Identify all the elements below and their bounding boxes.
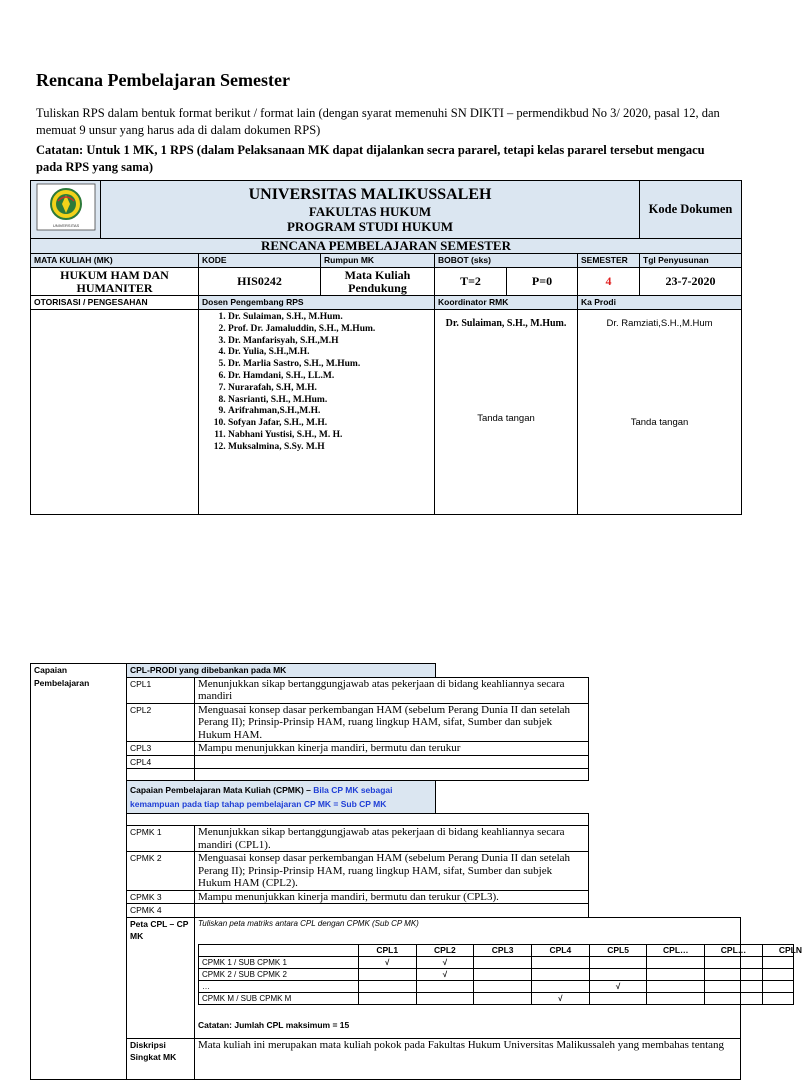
matrix-mark <box>416 993 474 1005</box>
matrix-col-header: CPL4 <box>532 945 590 957</box>
matrix-mark <box>474 993 532 1005</box>
matrix-mark <box>589 993 647 1005</box>
cpmk-text: Menunjukkan sikap bertanggungjawab atas pekerjaan di bidang keahliannya secara mandiri (CPL1). <box>195 826 589 852</box>
matrix-mark <box>358 969 416 981</box>
matrix-col-header: CPL1 <box>358 945 416 957</box>
matrix-col-header: CPLN <box>762 945 793 957</box>
matrix-mark <box>358 981 416 993</box>
cpmk-code: CPMK 4 <box>127 904 195 918</box>
matrix-mark <box>705 993 763 1005</box>
matrix-mark: √ <box>358 957 416 969</box>
peta-note: Catatan: Jumlah CPL maksimum = 15 <box>198 1020 350 1030</box>
course-name: HUKUM HAM DAN HUMANITER <box>31 268 199 296</box>
university-name: UNIVERSITAS MALIKUSSALEH <box>248 185 492 203</box>
lecturer-item: 12. Muksalmina, S.Sy. M.H <box>228 442 431 454</box>
matrix-col-header: CPL2 <box>416 945 474 957</box>
matrix-mark <box>647 969 705 981</box>
bobot-p: P=0 <box>507 268 578 296</box>
lecturer-item: 4. Dr. Yulia, S.H.,M.H. <box>228 347 431 359</box>
label-kode: KODE <box>199 254 321 268</box>
matrix-mark: √ <box>416 969 474 981</box>
lecturer-item: 6. Dr. Hamdani, S.H., LL.M. <box>228 371 431 383</box>
matrix-mark <box>358 993 416 1005</box>
cpmk-code: CPMK 2 <box>127 852 195 891</box>
label-mata-kuliah: MATA KULIAH (MK) <box>31 254 199 268</box>
spacer-cell <box>127 769 195 781</box>
bobot-t: T=2 <box>435 268 507 296</box>
cpl-text: Menguasai konsep dasar perkembangan HAM (sebelum Perang Dunia II dan setelah Perang II); Prinsip-Prinsip HAM, ruang lingkup HAM, sifat, Sumber dan subjek Hukum HAM. <box>195 703 589 742</box>
cpmk-code: CPMK 1 <box>127 826 195 852</box>
spacer-cell <box>127 814 589 826</box>
blank-cell <box>436 781 588 814</box>
lecturer-item: 3. Dr. Manfarisyah, S.H.,M.H <box>228 336 431 348</box>
cpmk-header <box>127 781 436 814</box>
matrix-row-label: CPMK 2 / SUB CPMK 2 <box>199 969 359 981</box>
matrix-mark <box>416 981 474 993</box>
lecturer-item: 7. Nurarafah, S.H, M.H. <box>228 383 431 395</box>
cpl-text: Mampu menunjukkan kinerja mandiri, bermutu dan terukur <box>195 742 589 756</box>
label-rumpun: Rumpun MK <box>321 254 435 268</box>
label-capaian: Capaian Pembelajaran <box>31 664 127 1080</box>
matrix-mark <box>647 957 705 969</box>
svg-text:UNIVERSITAS: UNIVERSITAS <box>52 223 79 228</box>
matrix-mark: √ <box>532 993 590 1005</box>
note-paragraph: Catatan: Untuk 1 MK, 1 RPS (dalam Pelaksanaan MK dapat dijalankan secra pararel, tetapi kelas pararel tersebut mengacu pada RPS yang sama) <box>36 143 705 174</box>
lecturer-item: 11. Nabhani Yustisi, S.H., M. H. <box>228 430 431 442</box>
matrix-mark <box>532 969 590 981</box>
matrix-corner <box>199 945 359 957</box>
cpmk-text <box>195 904 589 918</box>
matrix-row-label: CPMK 1 / SUB CPMK 1 <box>199 957 359 969</box>
koordinator-signature: Tanda tangan <box>477 413 535 424</box>
learning-outcomes-table <box>30 663 802 1080</box>
matrix-mark <box>532 981 590 993</box>
matrix-mark <box>705 957 763 969</box>
kaprodi-cell <box>578 310 742 515</box>
matrix-mark <box>647 981 705 993</box>
koordinator-cell <box>435 310 578 515</box>
matrix-col-header: CPL… <box>705 945 763 957</box>
matrix-mark: √ <box>589 981 647 993</box>
matrix-mark <box>762 993 793 1005</box>
lecturer-item: 1. Dr. Sulaiman, S.H., M.Hum. <box>228 312 431 324</box>
cpl-code: CPL2 <box>127 703 195 742</box>
label-semester: SEMESTER <box>578 254 640 268</box>
rps-header-table <box>30 180 742 515</box>
matrix-mark <box>647 993 705 1005</box>
dosen-cell <box>199 310 435 515</box>
intro-paragraph: Tuliskan RPS dalam bentuk format berikut / format lain (dengan syarat memenuhi SN DIKTI – permendikbud No 3/ 2020, pasal 12, dan memuat 9 unsur yang harus ada di dalam dokumen RPS) <box>36 106 720 137</box>
cpl-code: CPL3 <box>127 742 195 756</box>
otorisasi-empty-cell <box>31 310 199 515</box>
peta-instruction: Tuliskan peta matriks antara CPL dengan CPMK (Sub CP MK) <box>198 918 419 928</box>
cpmk-header-note: Bila CP MK sebagai kemampuan pada tiap tahap pembelajaran CP MK = Sub CP MK <box>130 785 393 809</box>
matrix-mark: √ <box>416 957 474 969</box>
lecturer-item: 2. Prof. Dr. Jamaluddin, S.H., M.Hum. <box>228 324 431 336</box>
cpmk-text: Mampu menunjukkan kinerja mandiri, bermutu dan terukur (CPL3). <box>195 890 589 904</box>
cpl-prodi-header: CPL-PRODI yang dibebankan pada MK <box>127 664 436 678</box>
deskripsi-text: Mata kuliah ini merupakan mata kuliah pokok pada Fakultas Hukum Universitas Malikussaleh yang membahas tentang <box>195 1038 741 1079</box>
lecturer-item: 5. Dr. Marlia Sastro, S.H., M.Hum. <box>228 359 431 371</box>
label-dosen: Dosen Pengembang RPS <box>199 296 435 310</box>
label-kaprodi: Ka Prodi <box>578 296 742 310</box>
course-rumpun: Mata Kuliah Pendukung <box>321 268 435 296</box>
peta-cell <box>195 917 802 1038</box>
matrix-mark <box>705 981 763 993</box>
blank-cell <box>436 664 588 678</box>
logo-cell <box>31 181 101 239</box>
matrix-mark <box>589 969 647 981</box>
matrix-mark <box>705 969 763 981</box>
koordinator-name: Dr. Sulaiman, S.H., M.Hum. <box>445 318 567 329</box>
label-deskripsi: Diskripsi Singkat MK <box>127 1038 195 1079</box>
page-title: Rencana Pembelajaran Semester <box>36 70 290 90</box>
cpl-text: Menunjukkan sikap bertanggungjawab atas pekerjaan di bidang keahliannya secara mandiri <box>195 677 589 703</box>
rps-title: RENCANA PEMBELAJARAN SEMESTER <box>31 239 742 254</box>
cpl-cpmk-matrix <box>198 944 802 1005</box>
spacer-cell <box>195 769 589 781</box>
institution-cell <box>101 181 640 239</box>
label-otorisasi: OTORISASI / PENGESAHAN <box>31 296 199 310</box>
label-peta: Peta CPL – CP MK <box>127 917 195 1038</box>
course-code: HIS0242 <box>199 268 321 296</box>
course-semester: 4 <box>578 268 640 296</box>
matrix-col-header: CPL5 <box>589 945 647 957</box>
lecturer-item: 9. Arifrahman,S.H.,M.H. <box>228 406 431 418</box>
matrix-mark <box>474 957 532 969</box>
kaprodi-name: Dr. Ramziati,S.H.,M.Hum <box>606 318 713 329</box>
lecturer-list <box>202 312 431 454</box>
cpl-text <box>195 755 589 769</box>
matrix-col-header: CPL3 <box>474 945 532 957</box>
course-date: 23-7-2020 <box>640 268 742 296</box>
matrix-row-label: CPMK M / SUB CPMK M <box>199 993 359 1005</box>
cpmk-code: CPMK 3 <box>127 890 195 904</box>
kode-dokumen: Kode Dokumen <box>640 181 742 239</box>
kaprodi-signature: Tanda tangan <box>630 417 689 428</box>
label-koordinator: Koordinator RMK <box>435 296 578 310</box>
cpmk-header-text: Capaian Pembelajaran Mata Kuliah (CPMK) – <box>130 785 314 795</box>
matrix-mark <box>762 969 793 981</box>
label-tgl: Tgl Penyusunan <box>640 254 742 268</box>
matrix-mark <box>762 981 793 993</box>
matrix-mark <box>532 957 590 969</box>
lecturer-item: 10. Sofyan Jafar, S.H., M.H. <box>228 418 431 430</box>
lecturer-item: 8. Nasrianti, S.H., M.Hum. <box>228 395 431 407</box>
label-bobot: BOBOT (sks) <box>435 254 578 268</box>
university-logo <box>36 183 96 231</box>
matrix-mark <box>589 957 647 969</box>
program-name: PROGRAM STUDI HUKUM <box>286 218 454 234</box>
cpl-code: CPL4 <box>127 755 195 769</box>
matrix-col-header: CPL… <box>647 945 705 957</box>
matrix-mark <box>474 969 532 981</box>
matrix-mark <box>762 957 793 969</box>
faculty-name: FAKULTAS HUKUM <box>308 203 432 219</box>
cpl-code: CPL1 <box>127 677 195 703</box>
matrix-row-label: … <box>199 981 359 993</box>
cpmk-text: Menguasai konsep dasar perkembangan HAM (sebelum Perang Dunia II dan setelah Perang II); Prinsip-Prinsip HAM, ruang lingkup HAM, sifat, Sumber dan subjek Hukum HAM (CPL2). <box>195 852 589 891</box>
matrix-mark <box>474 981 532 993</box>
